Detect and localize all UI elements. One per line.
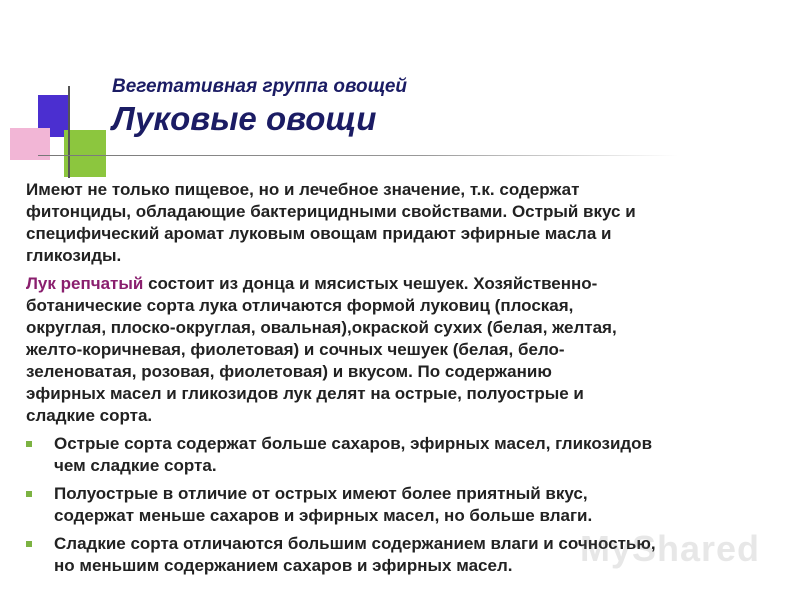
list-item: [26, 433, 786, 477]
title-divider: [38, 155, 678, 156]
slide-title: Луковые овощи: [112, 100, 377, 137]
onion-paragraph: [26, 273, 786, 427]
decor-green-square: [64, 130, 106, 177]
slide-body: [26, 179, 786, 583]
list-item-text: Полуострые в отличие от острых имеют более приятный вкус, содержат меньше сахаров и эфирных масел, но больше влаги.: [54, 484, 593, 525]
list-item-text: Сладкие сорта отличаются большим содержанием влаги и сочностью, но меньшим содержанием сахаров и эфирных масел.: [54, 534, 656, 575]
bullet-square-icon: [26, 491, 32, 497]
decor-vertical-line: [68, 86, 70, 178]
bullet-square-icon: [26, 441, 32, 447]
intro-paragraph: Имеют не только пищевое, но и лечебное значение, т.к. содержат фитонциды, обладающие бактерицидными свойствами. Острый вкус и специфический аромат луковым овощам придают эфирные масла и гликозиды.: [26, 180, 636, 265]
onion-description: состоит из донца и мясистых чешуек. Хозяйственно- ботанические сорта лука отличаются формой луковиц (плоская, округлая, плоско-округлая, овальная),окраской сухих (белая, желтая, желто-коричневая, фиолетовая) и сочных чешуек (белая, бело- зеленоватая, розовая, фиолетовая) и вкусом. По содержанию эфирных масел и гликозидов лук делят на острые, полуострые и сладкие сорта.: [26, 274, 617, 425]
list-item: [26, 483, 786, 527]
list-item-text: Острые сорта содержат больше сахаров, эфирных масел, гликозидов чем сладкие сорта.: [54, 434, 653, 475]
watermark-logo: MyShared: [579, 528, 760, 569]
bullet-square-icon: [26, 541, 32, 547]
onion-highlight: Лук репчатый: [26, 274, 144, 293]
slide-subtitle: Вегетативная группа овощей: [112, 76, 408, 97]
